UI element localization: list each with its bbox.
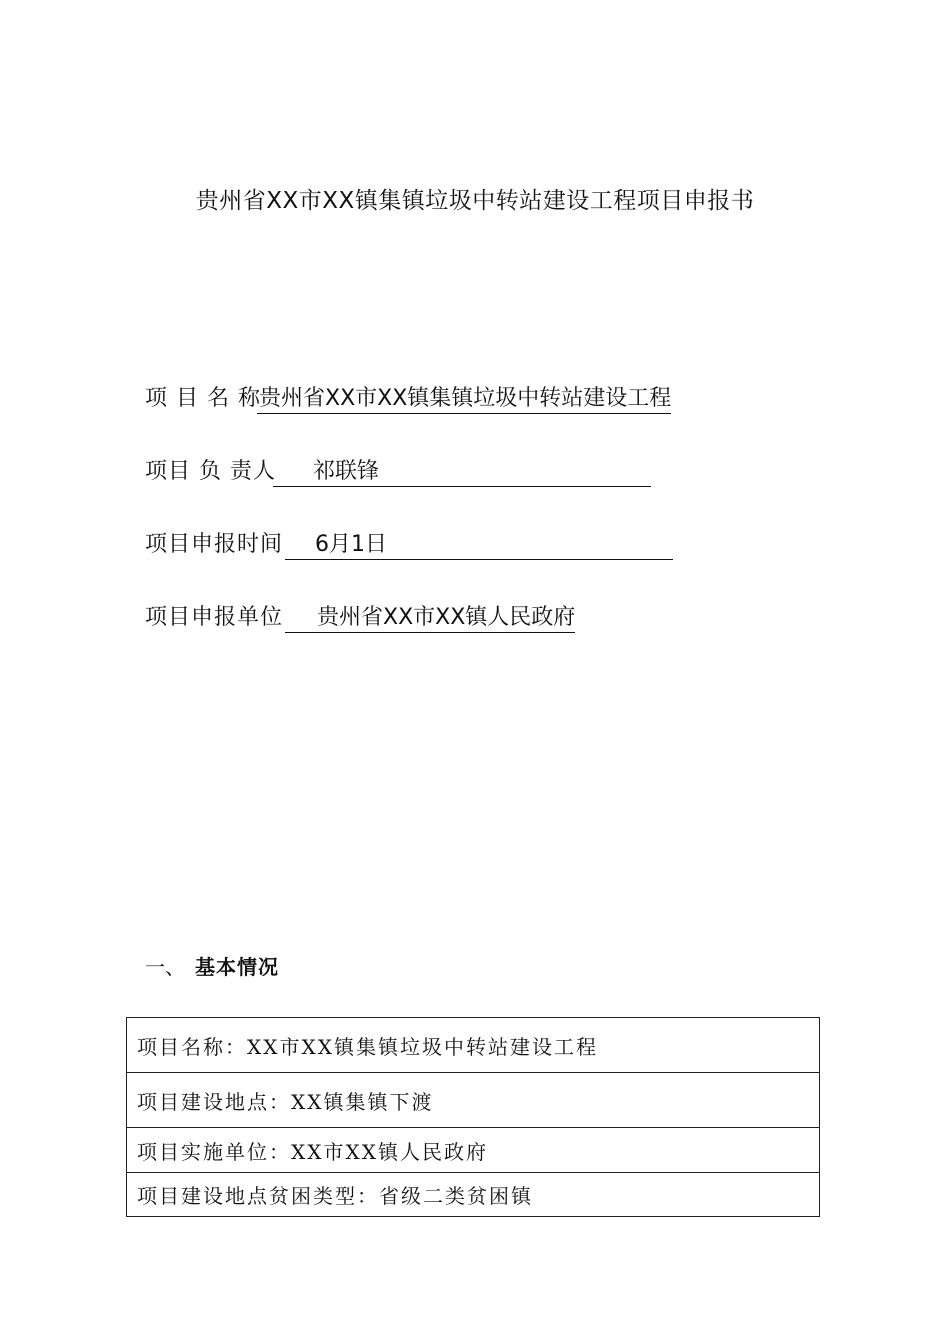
report-unit-row — [145, 603, 575, 633]
report-time-value: 6月1日 — [285, 531, 673, 560]
report-time-row — [145, 530, 673, 560]
report-time-label: 项目申报时间 — [145, 532, 284, 557]
table-row — [127, 1173, 820, 1217]
table-cell: 项目名称：XX市XX镇集镇垃圾中转站建设工程 — [127, 1018, 820, 1073]
project-leader-label: 项目 负 责人 — [145, 459, 276, 484]
table-row — [127, 1073, 820, 1128]
section-title: 基本情况 — [195, 955, 279, 979]
table-cell: 项目实施单位：XX市XX镇人民政府 — [127, 1128, 820, 1173]
report-unit-label: 项目申报单位 — [145, 605, 284, 630]
report-unit-value: 贵州省XX市XX镇人民政府 — [285, 604, 575, 633]
table-cell: 项目建设地点：XX镇集镇下渡 — [127, 1073, 820, 1128]
project-leader-row — [145, 457, 651, 487]
project-leader-value: 祁联锋 — [273, 458, 651, 487]
project-name-row — [145, 384, 671, 414]
section-number: 一、 — [145, 955, 185, 979]
document-title: 贵州省XX市XX镇集镇垃圾中转站建设工程项目申报书 — [195, 188, 755, 214]
table-row — [127, 1018, 820, 1073]
project-name-value: 贵州省XX市XX镇集镇垃圾中转站建设工程 — [257, 385, 671, 414]
basic-info-table — [126, 1017, 820, 1217]
table-cell: 项目建设地点贫困类型：省级二类贫困镇 — [127, 1173, 820, 1217]
table-row — [127, 1128, 820, 1173]
project-name-label: 项 目 名 称 — [145, 386, 261, 411]
section-heading — [145, 953, 279, 981]
